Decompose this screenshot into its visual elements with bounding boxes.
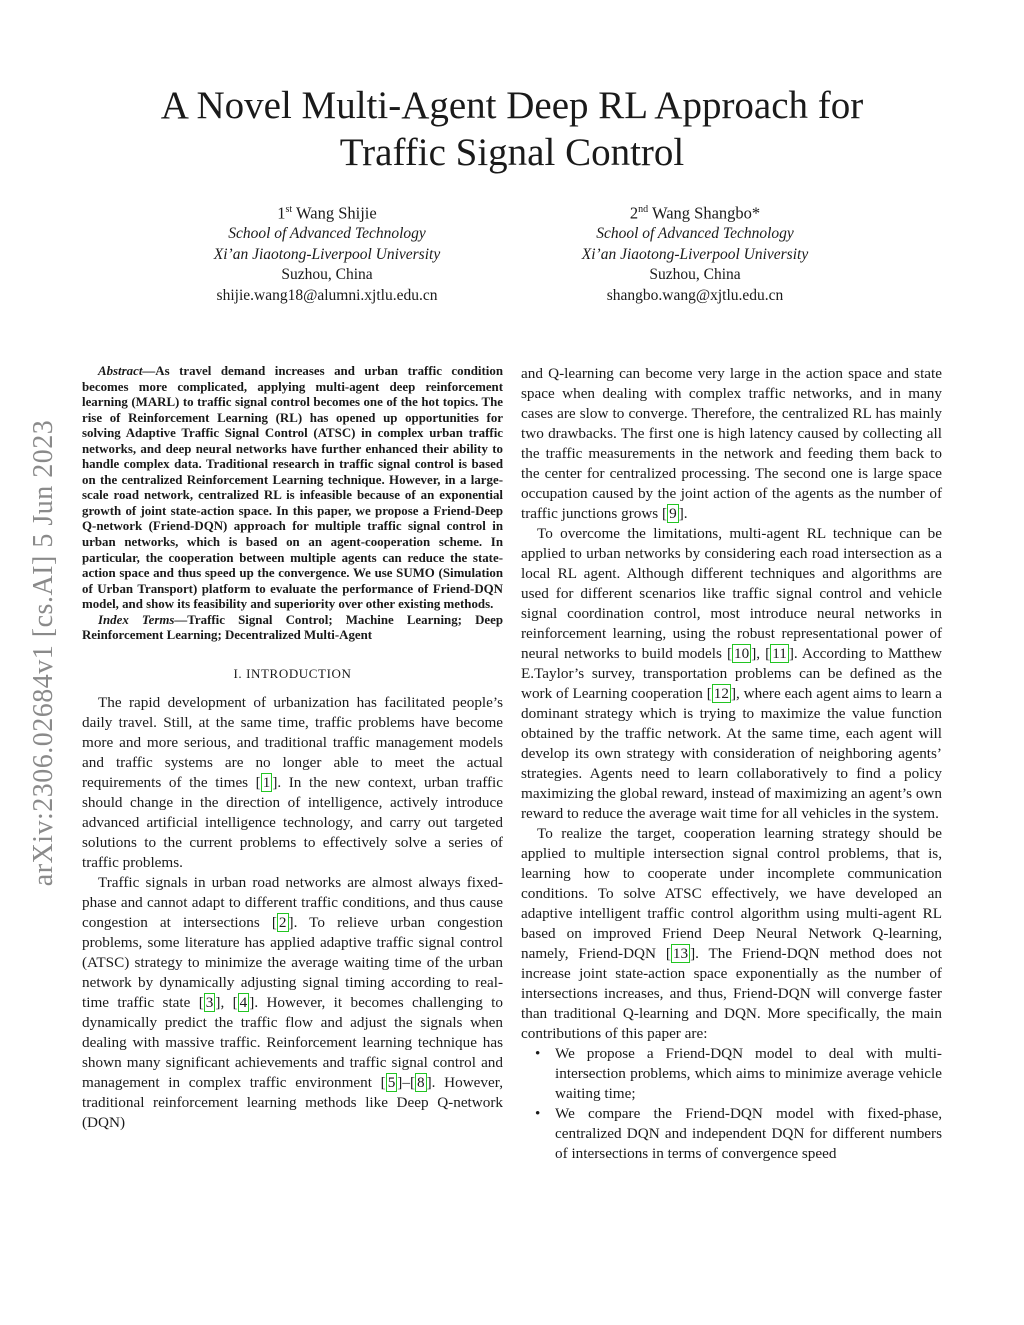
- section-heading-introduction: I. INTRODUCTION: [233, 665, 352, 681]
- citation-link[interactable]: 3: [205, 993, 214, 1011]
- citation-link[interactable]: 9: [669, 505, 677, 522]
- citation-link[interactable]: 12: [713, 685, 729, 702]
- author-university: Xi’an Jiaotong-Liverpool University: [581, 245, 809, 263]
- citation-link[interactable]: 10: [734, 645, 750, 662]
- author-name: 2nd Wang Shangbo*: [629, 203, 761, 223]
- list-item: • We propose a Friend-DQN model to deal with multi-intersection problems, which aims to minimize average vehicle waiting time;: [535, 1045, 942, 1102]
- arxiv-identifier-text: arXiv:2306.02684v1 [cs.AI] 5 Jun 2023: [28, 419, 60, 887]
- author-university: Xi’an Jiaotong-Liverpool University: [213, 245, 441, 263]
- author-city: Suzhou, China: [281, 266, 373, 284]
- bullet-icon: •: [535, 1105, 541, 1122]
- author-name: 1st Wang Shijie: [277, 203, 377, 223]
- intro-paragraph-5: To realize the target, cooperation learning strategy should be applied to multiple intersection signal control problems, that is, learning how to cooperate under incomplete communication conditions. To solve ATSC effectively, we have developed an adaptive intelligent traffic control algorithm using multi-agent RL based on improved Friend Deep Neural Network Q-learning, namely, Friend-DQN [ 13 ]. The Friend-DQN method does not increase joint state-action space exponentially as the number of intersections increases, and thus, Friend-DQN will converge faster than traditional Q-learning and DQN. More specifically, the main contributions of this paper are:: [521, 825, 942, 1042]
- author-city: Suzhou, China: [649, 266, 741, 284]
- intro-paragraph-3: and Q-learning can become very large in the action space and state space when dealing with complex traffic networks, and in many cases are slow to converge. Therefore, the centralized RL has mainly two drawbacks. The first one is high latency caused by collecting all the traffic measurements in the network and feeding them back to the center for centralized processing. The second one is large space occupation caused by the joint action of the agents as the number of traffic junctions grows [ 9 ].: [521, 365, 942, 522]
- citation-link[interactable]: 2: [278, 913, 287, 931]
- abstract-text: As travel demand increases and urban traffic condition becomes more complicated, applying multi-agent deep reinforcement learning (MARL) to traffic signal control becomes one of the hot topics. The rise of Reinforcement Learning (RL) has opened up opportunities for solving Adaptive Traffic Signal Control (ATSC) in complex urban traffic networks, and deep neural networks have further enhanced their ability to handle complex data. Traditional research in traffic signal control is based on the centralized Reinforcement Learning technique. However, in a large-scale road network, centralized RL is infeasible because of an exponential growth of joint state-action space. In this paper, we propose a Friend-Deep Q-network (Friend-DQN) approach for multiple traffic signal control in urban networks, which is based on an agent-cooperation scheme. In particular, the cooperation between multiple agents can reduce the state-action space and thus speed up the convergence. We use SUMO (Simulation of Urban Transport) platform to evaluate the performance of Friend-DQN model, and show its feasibility and superiority over other existing methods.: [82, 364, 503, 612]
- paper-title: [0, 82, 1024, 176]
- left-column: [82, 364, 503, 1133]
- author-email: shijie.wang18@alumni.xjtlu.edu.cn: [216, 286, 438, 304]
- author-block-1: [147, 200, 507, 306]
- abstract: [82, 364, 503, 613]
- arxiv-identifier: [24, 378, 64, 928]
- abstract-label: Abstract—: [98, 364, 156, 378]
- citation-link[interactable]: 11: [772, 645, 787, 662]
- author-block-2: [515, 200, 875, 306]
- title-line-2: Traffic Signal Control: [339, 131, 685, 174]
- citation-link[interactable]: 8: [417, 1073, 425, 1091]
- citation-link[interactable]: 1: [262, 773, 271, 791]
- citation-link[interactable]: 4: [239, 993, 248, 1011]
- right-column: [521, 364, 942, 1164]
- intro-paragraph-1: The rapid development of urbanization has facilitated people’s daily travel. Still, at the same time, traffic problems have become more and more serious, and traditional traffic management models and traffic systems are no longer able to meet the actual requirements of the times [ 1 ]. In the new context, urban traffic should change in the direction of intelligence, actively introduce advanced artificial intelligence technology, and carry out targeted solutions to the current problems to effectively solve a series of traffic problems.: [82, 693, 503, 871]
- contributions-list: [521, 1044, 942, 1164]
- index-terms-label: Index Terms—: [98, 612, 188, 627]
- index-terms-text: Traffic Signal Control; Machine Learning; Deep Reinforcement Learning; Decentralized Multi-Agent: [82, 612, 503, 643]
- citation-link[interactable]: 13: [672, 945, 689, 962]
- author-department: School of Advanced Technology: [596, 225, 794, 243]
- index-terms: [82, 613, 503, 644]
- intro-paragraph-2: Traffic signals in urban road networks are almost always fixed-phase and cannot adapt to different traffic conditions, and thus cause congestion at intersections [ 2 ]. To relieve urban congestion problems, some literature has applied adaptive traffic signal control (ATSC) strategy to minimize the average waiting time of the urban network by dynamically adjusting signal timing according to real-time traffic state [ 3 ], [ 4 ]. However, it becomes challenging to dynamically predict the traffic flow and adjust the signals when dealing with massive traffic. Reinforcement learning technique has shown many significant achievements and traffic signal control and management in complex traffic environment [ 5 ]–[ 8 ]. However, traditional reinforcement learning methods like Deep Q-network (DQN): [82, 873, 503, 1131]
- bullet-icon: •: [535, 1045, 541, 1062]
- author-department: School of Advanced Technology: [228, 225, 426, 243]
- author-email: shangbo.wang@xjtlu.edu.cn: [606, 286, 784, 304]
- citation-link[interactable]: 5: [387, 1073, 396, 1091]
- title-line-1: A Novel Multi-Agent Deep RL Approach for: [160, 84, 864, 127]
- list-item: • We compare the Friend-DQN model with fixed-phase, centralized DQN and independent DQN for different numbers of intersections in terms of convergence speed: [535, 1105, 942, 1162]
- intro-paragraph-4: To overcome the limitations, multi-agent RL technique can be applied to urban networks by considering each road intersection as a local RL agent. Although different techniques and algorithms are used for different scenarios like traffic signal control and vehicle signal coordination control, most introduce neural networks in reinforcement learning, using the robust representational power of neural networks to build models [ 10 ], [ 11 ]. According to Matthew E.Taylor’s survey, transportation problems can be defined as the work of Learning cooperation [ 12 ], where each agent aims to learn a dominant strategy which is trying to maximize the value function obtained by the traffic network. At the same time, each agent will develop its own strategy with consideration of neighboring agents’ strategies. Agents need to learn collaboratively to find a policy maximizing the global reward, instead of maximizing an agent’s own reward to reduce the average wait time for all vehicles in the system.: [521, 525, 942, 822]
